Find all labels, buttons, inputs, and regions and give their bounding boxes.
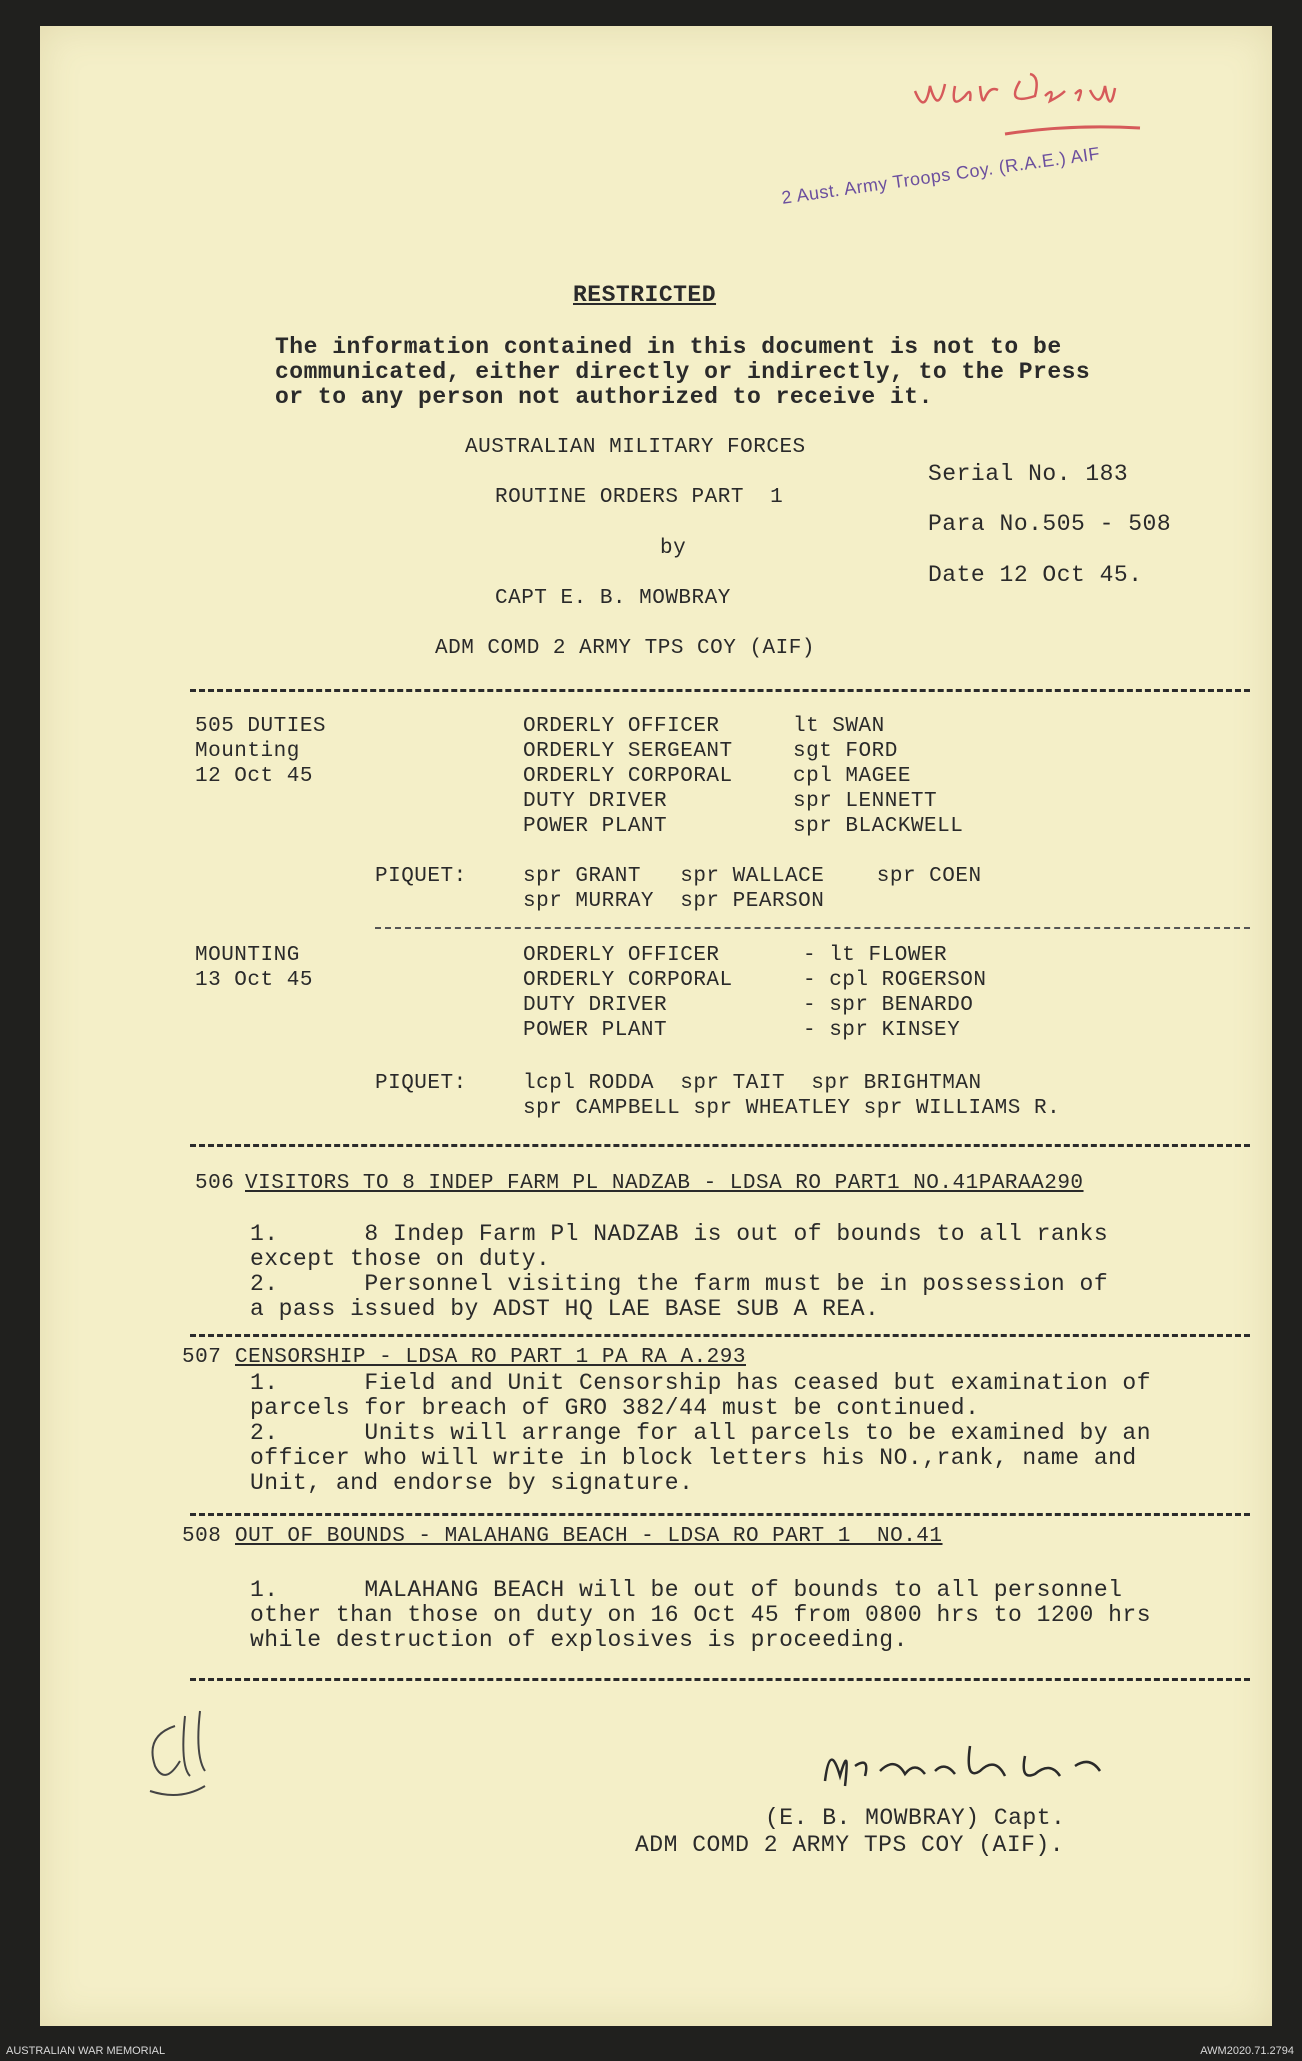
para506-line: 1. 8 Indep Farm Pl NADZAB is out of bounds to all ranks	[250, 1221, 1109, 1247]
separator	[190, 1513, 1250, 1516]
restricted-heading: RESTRICTED	[573, 282, 717, 308]
notice-line-2: communicated, either directly or indirectly, to the Press	[275, 359, 1091, 385]
duty-role: POWER PLANT	[523, 1019, 668, 1042]
footer-credit: AUSTRALIAN WAR MEMORIAL	[6, 2045, 166, 2057]
para508-number: 508	[182, 1525, 222, 1548]
para508-heading: OUT OF BOUNDS - MALAHANG BEACH - LDSA RO PART 1 NO.41	[235, 1525, 943, 1548]
unit-stamp: 2 Aust. Army Troops Coy. (R.A.E.) AIF	[780, 143, 1102, 208]
para506-line: 2. Personnel visiting the farm must be in possession of	[250, 1271, 1109, 1297]
title-capt: CAPT E. B. MOWBRAY	[495, 587, 731, 610]
para508-line: other than those on duty on 16 Oct 45 from 0800 hrs to 1200 hrs	[250, 1602, 1152, 1628]
title-routine-orders: ROUTINE ORDERS PART 1	[495, 486, 784, 509]
mounting2-heading-2: 13 Oct 45	[195, 969, 313, 992]
para506-heading: VISITORS TO 8 INDEP FARM PL NADZAB - LDSA RO PART1 NO.41PARAA290	[245, 1172, 1084, 1195]
para507-line: Unit, and endorse by signature.	[250, 1470, 694, 1496]
piquet-label: PIQUET:	[375, 865, 467, 888]
para507-line: 1. Field and Unit Censorship has ceased but examination of	[250, 1370, 1152, 1396]
duty-name: spr LENNETT	[793, 790, 938, 813]
para507-heading: CENSORSHIP - LDSA RO PART 1 PA RA A.293	[235, 1346, 746, 1369]
signature-name: (E. B. MOWBRAY) Capt.	[765, 1805, 1066, 1831]
initials-mark	[135, 1706, 225, 1816]
separator	[190, 1678, 1250, 1681]
duty-name: cpl MAGEE	[793, 765, 911, 788]
separator	[190, 1144, 1250, 1147]
duty-role: DUTY DRIVER	[523, 790, 668, 813]
duty-name: lt SWAN	[793, 715, 885, 738]
para507-line: 2. Units will arrange for all parcels to be examined by an	[250, 1420, 1152, 1446]
separator	[190, 689, 1250, 692]
duty-role: POWER PLANT	[523, 815, 668, 838]
footer-accession: AWM2020.71.2794	[1200, 2045, 1294, 2057]
separator	[375, 927, 1250, 929]
piquet-line-1: lcpl RODDA spr TAIT spr BRIGHTMAN	[523, 1072, 982, 1095]
para507-line: officer who will write in block letters his NO.,rank, name and	[250, 1445, 1137, 1471]
duty-role: ORDERLY OFFICER	[523, 944, 720, 967]
notice-line-3: or to any person not authorized to receive it.	[275, 384, 933, 410]
title-adm-comd: ADM COMD 2 ARMY TPS COY (AIF)	[435, 637, 815, 660]
piquet-line-2: spr MURRAY spr PEARSON	[523, 890, 825, 913]
duty-name: sgt FORD	[793, 740, 898, 763]
para506-number: 506	[195, 1172, 235, 1195]
para505-heading-3: 12 Oct 45	[195, 765, 313, 788]
para505-heading-1: 505 DUTIES	[195, 715, 327, 738]
para506-line: a pass issued by ADST HQ LAE BASE SUB A REA.	[250, 1296, 880, 1322]
duty-name: - lt FLOWER	[803, 944, 948, 967]
para505-heading-2: Mounting	[195, 740, 300, 763]
signature-mark	[810, 1726, 1190, 1806]
piquet-label: PIQUET:	[375, 1072, 467, 1095]
notice-line-1: The information contained in this document is not to be	[275, 334, 1062, 360]
para507-line: parcels for breach of GRO 382/44 must be continued.	[250, 1395, 980, 1421]
title-by: by	[660, 537, 687, 560]
para-numbers: Para No.505 - 508	[928, 511, 1172, 537]
para506-line: except those on duty.	[250, 1246, 551, 1272]
duty-role: ORDERLY SERGEANT	[523, 740, 733, 763]
duty-role: ORDERLY CORPORAL	[523, 969, 733, 992]
duty-name: - cpl ROGERSON	[803, 969, 987, 992]
duty-role: ORDERLY OFFICER	[523, 715, 720, 738]
duty-name: spr BLACKWELL	[793, 815, 964, 838]
duty-name: - spr KINSEY	[803, 1019, 961, 1042]
separator	[190, 1334, 1250, 1337]
duty-role: DUTY DRIVER	[523, 994, 668, 1017]
document-page	[40, 26, 1272, 2026]
para507-number: 507	[182, 1346, 222, 1369]
serial-number: Serial No. 183	[928, 461, 1129, 487]
order-date: Date 12 Oct 45.	[928, 562, 1143, 588]
war-diary-annotation	[910, 56, 1170, 136]
duty-role: ORDERLY CORPORAL	[523, 765, 733, 788]
signature-unit: ADM COMD 2 ARMY TPS COY (AIF).	[635, 1832, 1065, 1858]
para508-line: 1. MALAHANG BEACH will be out of bounds to all personnel	[250, 1577, 1123, 1603]
piquet-line-2: spr CAMPBELL spr WHEATLEY spr WILLIAMS R.	[523, 1097, 1061, 1120]
piquet-line-1: spr GRANT spr WALLACE spr COEN	[523, 865, 982, 888]
title-forces: AUSTRALIAN MILITARY FORCES	[465, 436, 806, 459]
duty-name: - spr BENARDO	[803, 994, 974, 1017]
mounting2-heading-1: MOUNTING	[195, 944, 300, 967]
para508-line: while destruction of explosives is proceeding.	[250, 1627, 908, 1653]
